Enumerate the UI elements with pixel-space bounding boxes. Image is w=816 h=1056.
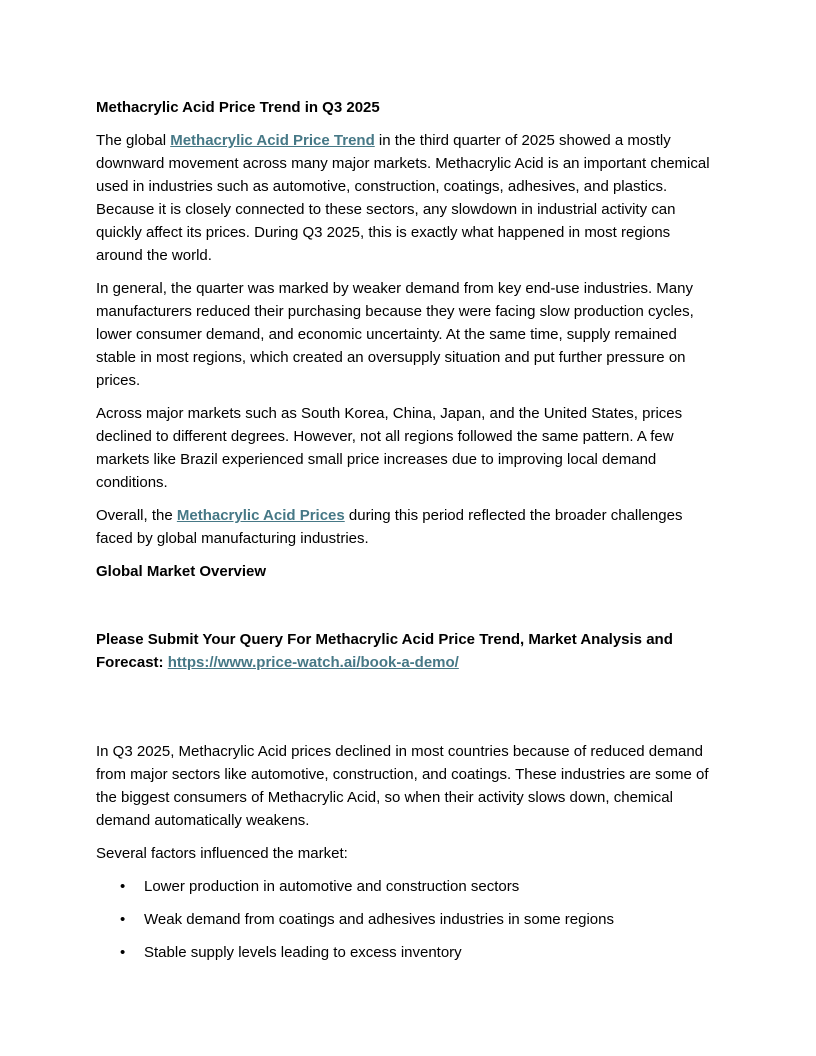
intro-text-after: in the third quarter of 2025 showed a mostly downward movement across many major markets. Methacrylic Acid is an important chemical used in industries such as automotive, construction, coatings, adhesives, and plastics. Because it is closely connected to these sectors, any slowdown in industrial activity can quickly affect its prices. During Q3 2025, this is exactly what happened in most regions around the world. bbox=[96, 132, 710, 264]
list-item-text: Stable supply levels leading to excess inventory bbox=[144, 944, 462, 961]
query-paragraph bbox=[96, 628, 720, 674]
acid-prices-link[interactable]: Methacrylic Acid Prices bbox=[176, 507, 345, 524]
factors-list bbox=[96, 875, 720, 964]
overall-text-before: Overall, the bbox=[96, 507, 177, 524]
document-page bbox=[96, 96, 720, 974]
markets-paragraph: Across major markets such as South Korea, China, Japan, and the United States, prices declined to different degrees. However, not all regions followed the same pattern. A few markets like Brazil experienced small price increases due to improving local demand conditions. bbox=[96, 405, 683, 491]
overall-paragraph bbox=[96, 504, 720, 550]
query-text: Please Submit Your Query For Methacrylic Acid Price Trend, Market Analysis and Forecast: bbox=[96, 631, 673, 671]
q3-paragraph: In Q3 2025, Methacrylic Acid prices declined in most countries because of reduced demand from major sectors like automotive, construction, and coatings. These industries are some of the biggest consumers of Methacrylic Acid, so when their activity slows down, chemical demand automatically weakens. bbox=[96, 743, 709, 829]
bullet-icon: • bbox=[120, 878, 126, 895]
section-heading: Global Market Overview bbox=[96, 563, 267, 580]
list-item bbox=[120, 908, 720, 931]
document-title: Methacrylic Acid Price Trend in Q3 2025 bbox=[96, 99, 380, 116]
list-item bbox=[120, 875, 720, 898]
price-trend-link[interactable]: Methacrylic Acid Price Trend bbox=[170, 132, 375, 149]
bullet-icon: • bbox=[120, 911, 126, 928]
list-item bbox=[120, 941, 720, 964]
intro-text-before: The global bbox=[96, 132, 171, 149]
book-demo-link[interactable]: https://www.price-watch.ai/book-a-demo/ bbox=[167, 654, 459, 671]
demand-paragraph: In general, the quarter was marked by weaker demand from key end-use industries. Many manufacturers reduced their purchasing because they were facing slow production cycles, lower consumer demand, and economic uncertainty. At the same time, supply remained stable in most regions, which created an oversupply situation and put further pressure on prices. bbox=[96, 280, 694, 389]
list-item-text: Lower production in automotive and construction sectors bbox=[144, 878, 520, 895]
list-item-text: Weak demand from coatings and adhesives industries in some regions bbox=[144, 911, 614, 928]
overall-text-after: during this period reflected the broader challenges faced by global manufacturing industries. bbox=[96, 507, 683, 547]
intro-paragraph bbox=[96, 129, 720, 267]
factors-intro: Several factors influenced the market: bbox=[96, 845, 348, 862]
bullet-icon: • bbox=[120, 944, 126, 961]
